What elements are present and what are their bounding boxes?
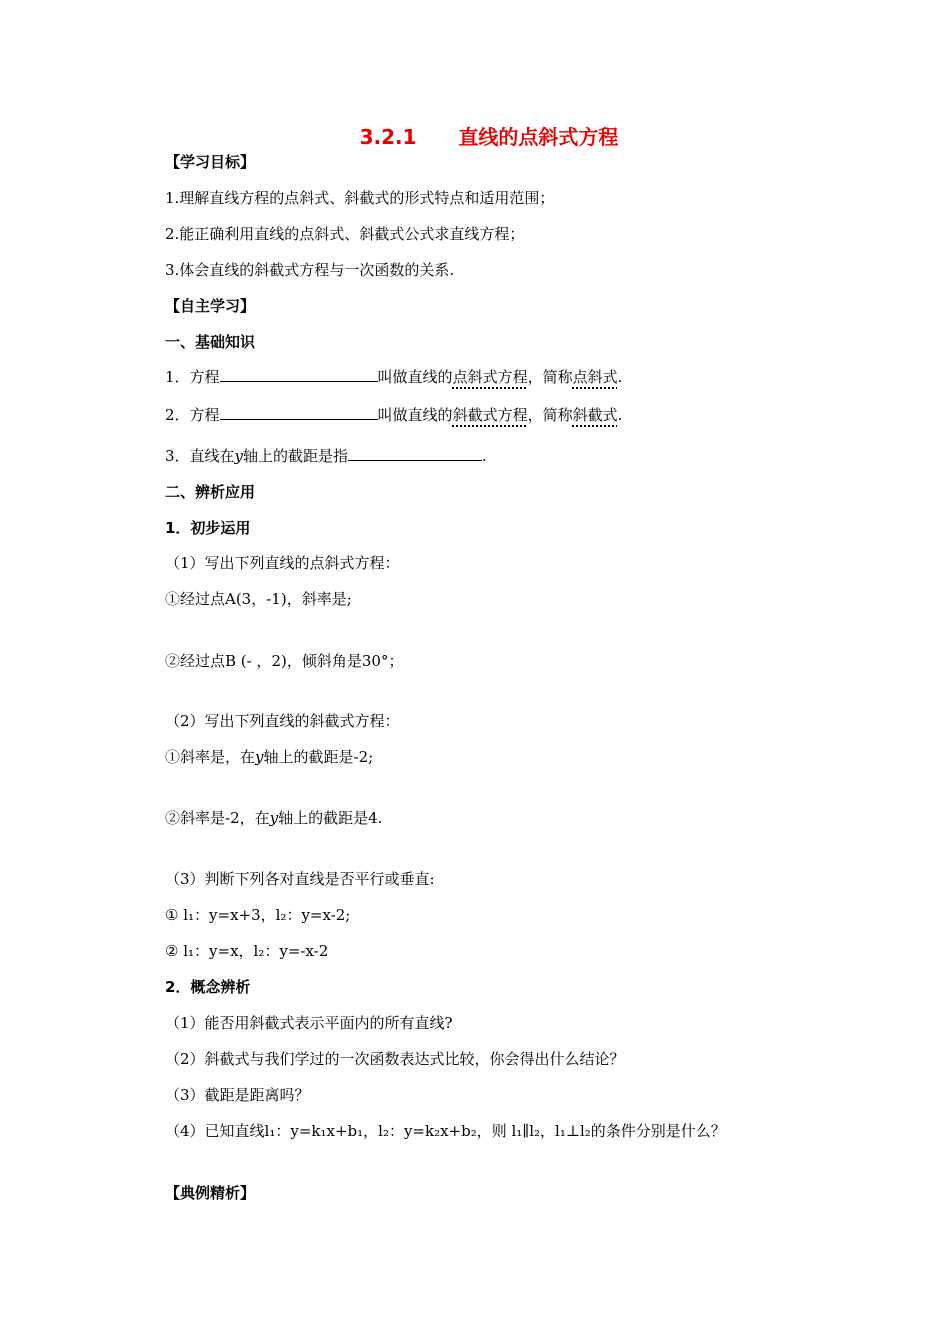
concept-question-1: （1）能否用斜截式表示平面内的所有直线?: [165, 1014, 453, 1032]
question-1: [165, 367, 622, 387]
part-2-item-b: [165, 808, 382, 828]
part-2-item-b-text: ②斜率是-2，在: [165, 809, 270, 827]
part-2-prompt: （2）写出下列直线的斜截式方程：: [165, 712, 400, 730]
part-1-item-a: ①经过点A(3，-1)，斜率是;: [165, 590, 352, 608]
question-2-mid2: ，简称: [527, 406, 573, 424]
question-2: [165, 405, 622, 425]
question-1-mid: 叫做直线的: [377, 368, 453, 386]
part-1-prompt: （1）写出下列直线的点斜式方程：: [165, 554, 400, 572]
question-2-prefix: 2．方程: [165, 406, 220, 424]
y-variable: y: [269, 809, 279, 827]
examples-heading: 【典例精析】: [165, 1184, 256, 1202]
question-3-a: 3．直线在: [165, 447, 235, 465]
analysis-heading: 二、辨析应用: [165, 483, 256, 501]
y-variable: y: [234, 447, 244, 465]
part-2-item-a: [165, 747, 373, 767]
objectives-heading: 【学习目标】: [165, 153, 256, 171]
part-3-item-b: ② l₁：y=x，l₂：y=-x-2: [165, 942, 329, 960]
concept-question-3: （3）截距是距离吗？: [165, 1086, 310, 1104]
part-2-item-b-tail: 轴上的截距是4.: [278, 809, 383, 827]
basic-knowledge-heading: 一、基础知识: [165, 333, 256, 351]
slope-intercept-term: 斜截式方程: [452, 406, 528, 424]
objective-item-2: 2.能正确利用直线的点斜式、斜截式公式求直线方程；: [165, 225, 525, 243]
answer-blank[interactable]: [220, 405, 378, 420]
concept-analysis-heading: 2．概念辨析: [165, 978, 251, 996]
concept-question-4: （4）已知直线l₁：y=k₁x+b₁，l₂：y=k₂x+b₂，则 l₁∥l₂，l₁⊥l₂的条件分别是什么？: [165, 1122, 726, 1140]
question-1-mid2: ，简称: [527, 368, 573, 386]
question-1-prefix: 1．方程: [165, 368, 220, 386]
question-3-end: .: [482, 447, 487, 465]
page-title: 3.2.1 直线的点斜式方程: [359, 125, 619, 149]
self-study-heading: 【自主学习】: [165, 297, 256, 315]
answer-blank[interactable]: [348, 446, 482, 461]
part-1-item-b: ②经过点B (- ，2)，倾斜角是30°；: [165, 652, 404, 670]
slope-intercept-short-term: 斜截式: [572, 406, 618, 424]
part-3-item-a: ① l₁：y=x+3，l₂：y=x-2;: [165, 906, 351, 924]
question-1-end: .: [617, 368, 623, 386]
y-variable: y: [255, 748, 264, 766]
question-2-mid: 叫做直线的: [377, 406, 453, 424]
part-2-item-a-text: ①斜率是，在: [165, 748, 256, 766]
objective-item-3: 3.体会直线的斜截式方程与一次函数的关系.: [165, 261, 455, 279]
objective-item-1: 1.理解直线方程的点斜式、斜截式的形式特点和适用范围；: [165, 189, 555, 207]
question-3: [165, 446, 487, 466]
point-slope-short-term: 点斜式: [572, 368, 618, 386]
question-3-b: 轴上的截距是指: [243, 447, 349, 465]
answer-blank[interactable]: [220, 367, 378, 382]
point-slope-term: 点斜式方程: [452, 368, 528, 386]
part-3-prompt: （3）判断下列各对直线是否平行或垂直:: [165, 870, 435, 888]
question-2-end: .: [617, 406, 623, 424]
part-2-item-a-tail: 轴上的截距是-2;: [263, 748, 374, 766]
concept-question-2: （2）斜截式与我们学过的一次函数表达式比较，你会得出什么结论？: [165, 1050, 625, 1068]
preliminary-use-heading: 1．初步运用: [165, 519, 251, 537]
